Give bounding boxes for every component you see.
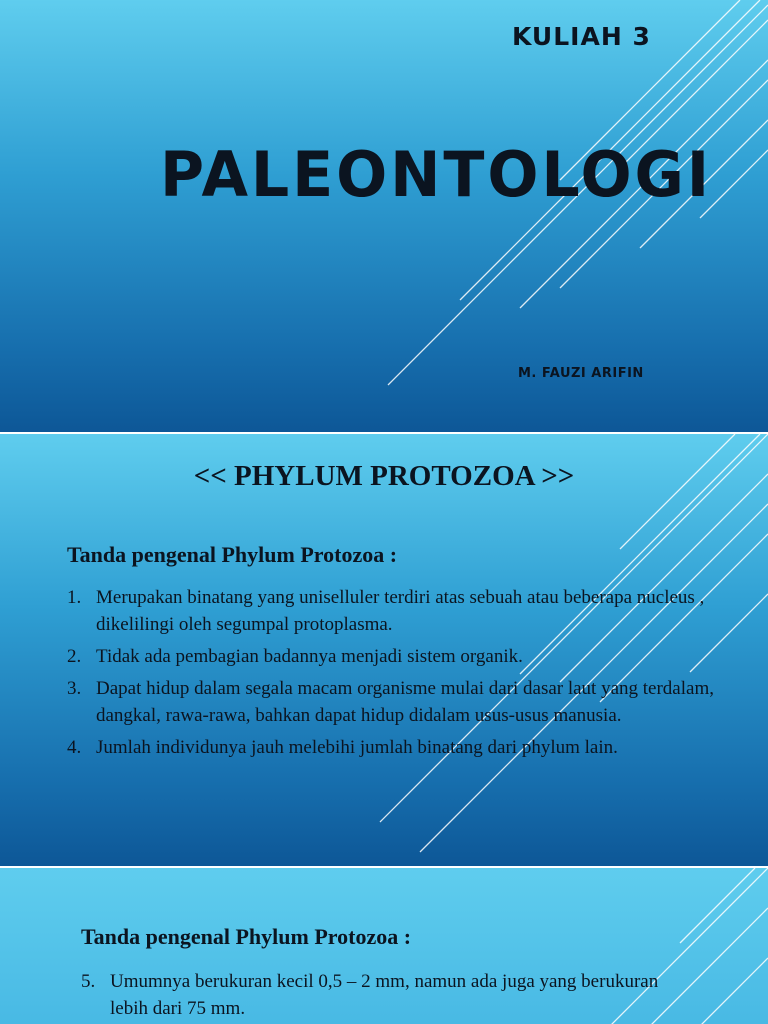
- list-text: Jumlah individunya jauh melebihi jumlah binatang dari phylum lain.: [96, 737, 618, 758]
- author-name: M. FAUZI ARIFIN: [518, 366, 644, 381]
- slide-subheading: Tanda pengenal Phylum Protozoa :: [67, 542, 398, 567]
- list-number: 3.: [67, 678, 82, 699]
- slide-heading: << PHYLUM PROTOZOA >>: [193, 460, 575, 492]
- slide-phylum-protozoa[interactable]: [0, 434, 768, 866]
- characteristics-list: [67, 584, 727, 766]
- characteristics-list: [81, 968, 681, 1024]
- list-text: Merupakan binatang yang uniselluler terdiri atas sebuah atau beberapa nucleus , dikelilingi oleh segumpal protoplasma.: [96, 587, 705, 635]
- list-item: [67, 734, 727, 761]
- list-item: [67, 643, 727, 670]
- list-number: 1.: [67, 587, 82, 608]
- decorative-lines: [0, 0, 768, 432]
- list-text: Dapat hidup dalam segala macam organisme mulai dari dasar laut yang terdalam, dangkal, rawa-rawa, bahkan dapat hidup didalam usus-usus manusia.: [96, 678, 714, 726]
- list-number: 5.: [81, 971, 96, 992]
- list-number: 4.: [67, 737, 82, 758]
- presentation-title: PALEONTOLOGI: [160, 138, 713, 211]
- list-text: Umumnya berukuran kecil 0,5 – 2 mm, namun ada juga yang berukuran lebih dari 75 mm.: [110, 971, 659, 1019]
- list-item: [67, 584, 727, 638]
- list-item: [67, 675, 727, 729]
- slide-subheading: Tanda pengenal Phylum Protozoa :: [81, 924, 412, 949]
- lecture-number: KULIAH 3: [512, 22, 651, 51]
- list-text: Tidak ada pembagian badannya menjadi sistem organik.: [96, 646, 523, 667]
- list-item: [81, 968, 681, 1022]
- slide-title[interactable]: [0, 0, 768, 432]
- slide-phylum-protozoa-continued[interactable]: [0, 868, 768, 1024]
- list-number: 2.: [67, 646, 82, 667]
